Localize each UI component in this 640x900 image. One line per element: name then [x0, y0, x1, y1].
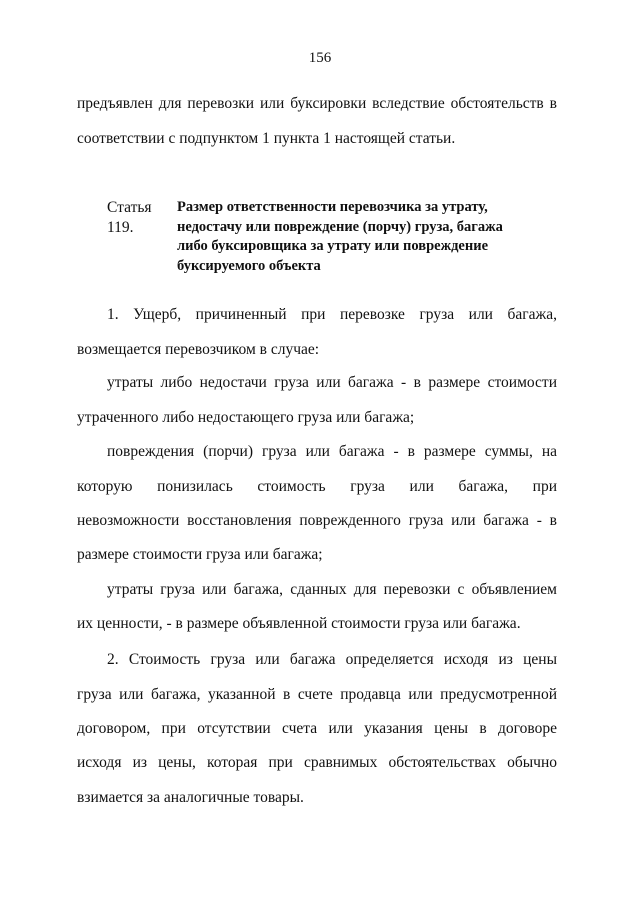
intro-line-1: предъявлен для перевозки или буксировки вследствие обстоятельств в — [77, 95, 557, 112]
article-title-line: либо буксировщика за утрату или повреждение — [177, 238, 489, 254]
article-label: Статья 119. — [107, 199, 152, 236]
paragraph-5-line-2: груза или багажа, указанной в счете продавца или предусмотренной — [77, 686, 557, 703]
paragraph-3-line-4: размере стоимости груза или багажа; — [77, 546, 323, 563]
page-number: 156 — [308, 50, 332, 66]
paragraph-1-line-1: 1. Ущерб, причиненный при перевозке груза или багажа, — [107, 306, 557, 323]
article-heading — [107, 198, 567, 276]
paragraph-3-line-1: повреждения (порчи) груза или багажа - в размере суммы, на — [107, 443, 557, 460]
article-title-line: недостачу или повреждение (порчу) груза, багажа — [177, 218, 503, 235]
paragraph-3-line-2: которую понизилась стоимость груза или багажа, при — [77, 478, 557, 495]
paragraph-4-line-2: их ценности, - в размере объявленной стоимости груза или багажа. — [77, 615, 521, 632]
intro-line-2: соответствии с подпунктом 1 пункта 1 настоящей статьи. — [77, 130, 456, 147]
paragraph-2-line-1: утраты либо недостачи груза или багажа - в размере стоимости — [107, 374, 557, 391]
paragraph-5-line-1: 2. Стоимость груза или багажа определяется исходя из цены — [107, 651, 557, 668]
paragraph-5-line-5: взимается за аналогичные товары. — [77, 789, 304, 806]
paragraph-4-line-1: утраты груза или багажа, сданных для перевозки с объявлением — [107, 581, 557, 598]
paragraph-2-line-2: утраченного либо недостающего груза или багажа; — [77, 409, 415, 426]
paragraph-1-line-2: возмещается перевозчиком в случае: — [77, 341, 320, 358]
paragraph-5-line-3: договором, при отсутствии счета или указания цены в договоре — [77, 720, 557, 737]
article-title-line: Размер ответственности перевозчика за утрату, — [177, 199, 488, 215]
article-title — [177, 198, 537, 276]
article-title-line: буксируемого объекта — [177, 257, 321, 274]
paragraph-5-line-4: исходя из цены, которая при сравнимых обстоятельствах обычно — [77, 754, 557, 771]
paragraph-3-line-3: невозможности восстановления поврежденного груза или багажа - в — [77, 512, 557, 529]
